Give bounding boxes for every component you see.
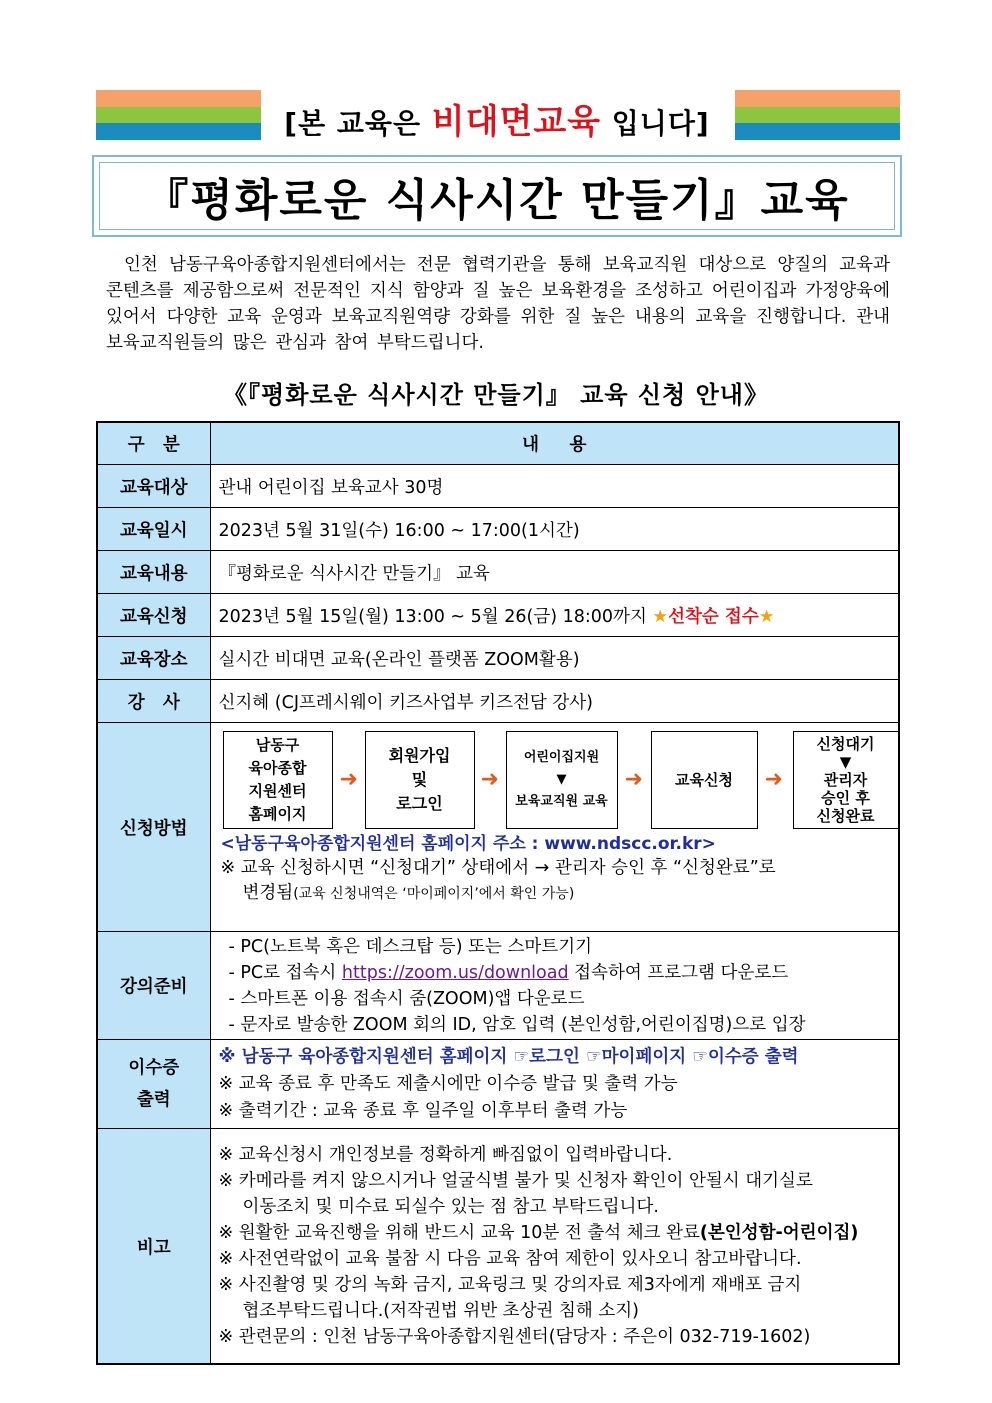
arrow-right-icon: ➜	[339, 767, 358, 792]
table-row: 강의준비 - PC(노트북 혹은 데스크탑 등) 또는 스마트기기 - PC로 접속시 https://zoom.us/download 접속하여 프로그램 다운로드 - 스마트폰 이용 접속시 줌(ZOOM)앱 다운로드 - 문자로 발송한 ZOOM 회의 ID, 암호 입력 (본인성함,어린이집명)으로 입장	[97, 932, 899, 1040]
first-come-badge: 선착순 접수	[668, 606, 759, 627]
cert-label: 이수증 출력	[97, 1040, 210, 1129]
step-approval: 신청대기 ▼ 관리자 승인 후 신청완료	[793, 731, 899, 829]
banner-notice: [본 교육은 비대면교육 입니다]	[284, 102, 710, 142]
place-value: 실시간 비대면 교육(온라인 플랫폼 ZOOM활용)	[210, 637, 899, 680]
step-apply: 교육신청	[651, 731, 758, 829]
table-row: 교육내용 『평화로운 식사시간 만들기』 교육	[97, 551, 899, 594]
star-icon: ★	[652, 606, 669, 627]
arrow-right-icon: ➜	[624, 767, 643, 792]
step-signup: 회원가입 및 로그인	[365, 731, 475, 829]
content-header: 내 용	[210, 422, 899, 465]
table-row: 교육대상 관내 어린이집 보육교사 30명	[97, 465, 899, 508]
table-row	[97, 1040, 899, 1129]
star-icon: ★	[758, 606, 775, 627]
zoom-download-link[interactable]: https://zoom.us/download	[341, 962, 569, 983]
datetime-value: 2023년 5월 31일(수) 16:00 ~ 17:00(1시간)	[210, 508, 899, 551]
intro-paragraph: 인천 남동구육아종합지원센터에서는 전문 협력기관을 통해 보육교직원 대상으로 양질의 교육과 콘텐츠를 제공함으로써 전문적인 지식 함양과 질 높은 보육환경을 조성하고 어린이집과 가정양육에 있어서 다양한 교육 운영과 보육교직원역량 강화를 위한 질 높은 내용의 교육을 진행합니다. 관내 보육교직원들의 많은 관심과 참여 부탁드립니다.	[106, 255, 890, 353]
banner-highlight: 비대면교육	[431, 102, 602, 142]
table-row: 비고 ※ 교육신청시 개인정보를 정확하게 빠짐없이 입력바랍니다. ※ 카메라를 켜지 않으시거나 얼굴식별 불가 및 신청자 확인이 안될시 대기실로 이동조치 및 미수료 되실수 있는 점 참고 부탁드립니다. ※ 원활한 교육진행을 위해 반드시 교육 10분 전 출석 체크 완료(본인성함-어린이집) ※ 사전연락없이 교육 불참 시 다음 교육 참여 제한이 있사오니 참고바랍니다. ※ 사진촬영 및 강의 녹화 금지, 교육링크 및 강의자료 제3자에게 재배포 금지 협조부탁드립니다.(저작권법 위반 초상권 침해 소지) ※ 관련문의 : 인천 남동구육아종합지원센터(담당자 : 주은이 032-719-1602)	[97, 1129, 899, 1365]
table-row: 교육일시 2023년 5월 31일(수) 16:00 ~ 17:00(1시간)	[97, 508, 899, 551]
page-title: 『평화로운 식사시간 만들기』교육	[99, 162, 895, 230]
step-center-support: 어린이집지원 ▼ 보육교직원 교육	[506, 731, 618, 829]
arrow-right-icon: ➜	[480, 767, 499, 792]
application-flow	[215, 723, 895, 833]
arrow-right-icon: ➜	[764, 767, 783, 792]
apply-value: 2023년 5월 15일(월) 13:00 ~ 5월 26(금) 18:00까지 ★선착순 접수★	[210, 594, 899, 637]
section-subtitle: 《『평화로운 식사시간 만들기』 교육 신청 안내》	[223, 381, 769, 409]
table-row: 교육장소 실시간 비대면 교육(온라인 플랫폼 ZOOM활용)	[97, 637, 899, 680]
prep-cell: - PC(노트북 혹은 데스크탑 등) 또는 스마트기기 - PC로 접속시 https://zoom.us/download 접속하여 프로그램 다운로드 - 스마트폰 이용 접속시 줌(ZOOM)앱 다운로드 - 문자로 발송한 ZOOM 회의 ID, 암호 입력 (본인성함,어린이집명)으로 입장	[210, 932, 899, 1040]
cert-cell: ※ 남동구 육아종합지원센터 홈페이지 ☞로그인 ☞마이페이지 ☞이수증 출력 ※ 교육 종료 후 만족도 제출시에만 이수증 발급 및 출력 가능 ※ 출력기간 : 교육 종료 후 일주일 이후부터 출력 가능	[210, 1040, 899, 1129]
homepage-address: <남동구육아종합지원센터 홈페이지 주소 : www.ndscc.or.kr>	[220, 834, 716, 854]
remarks-cell: ※ 교육신청시 개인정보를 정확하게 빠짐없이 입력바랍니다. ※ 카메라를 켜지 않으시거나 얼굴식별 불가 및 신청자 확인이 안될시 대기실로 이동조치 및 미수료 되실수 있는 점 참고 부탁드립니다. ※ 원활한 교육진행을 위해 반드시 교육 10분 전 출석 체크 완료(본인성함-어린이집) ※ 사전연락없이 교육 불참 시 다음 교육 참여 제한이 있사오니 참고바랍니다. ※ 사진촬영 및 강의 녹화 금지, 교육링크 및 강의자료 제3자에게 재배포 금지 협조부탁드립니다.(저작권법 위반 초상권 침해 소지) ※ 관련문의 : 인천 남동구육아종합지원센터(담당자 : 주은이 032-719-1602)	[210, 1129, 899, 1365]
col-header: 구 분	[97, 422, 210, 465]
table-row: 강 사 신지혜 (CJ프레시웨이 키즈사업부 키즈전담 강사)	[97, 680, 899, 723]
title-box	[92, 155, 902, 237]
content-value: 『평화로운 식사시간 만들기』 교육	[210, 551, 899, 594]
step-homepage: 남동구 육아종합 지원센터 홈페이지	[223, 731, 333, 829]
method-cell	[210, 723, 899, 932]
target-value: 관내 어린이집 보육교사 30명	[210, 465, 899, 508]
banner-stripes-left	[96, 90, 261, 140]
table-row: 교육신청 2023년 5월 15일(월) 13:00 ~ 5월 26(금) 18:00까지 ★선착순 접수★	[97, 594, 899, 637]
method-note-2: 변경됨(교육 신청내역은 ‘마이페이지’에서 확인 가능)	[242, 883, 575, 903]
table-row: 신청방법 남동구 육아종합 지원센터 홈페이지 ➜ 회원가입 및 로그인 ➜ 어린이집지원 ▼ 보육교직원 교육 ➜ 교육신청 ➜ 신청대기 ▼ 관리자 승인 후 신청완료 <남동구육아종합지원센터 홈페이지 주소 : www.ndscc.or.kr> ※ 교육 신청하시면 “신청대기” 상태에서 → 관리자 승인 후 “신청완료”로 변경됨(교육 신청내역은 ‘마이페이지’에서 확인 가능)	[97, 723, 899, 932]
method-note: ※ 교육 신청하시면 “신청대기” 상태에서 → 관리자 승인 후 “신청완료”로	[220, 858, 776, 878]
info-table	[96, 421, 900, 1365]
lecturer-value: 신지혜 (CJ프레시웨이 키즈사업부 키즈전담 강사)	[210, 680, 899, 723]
banner-stripes-right	[735, 90, 900, 140]
